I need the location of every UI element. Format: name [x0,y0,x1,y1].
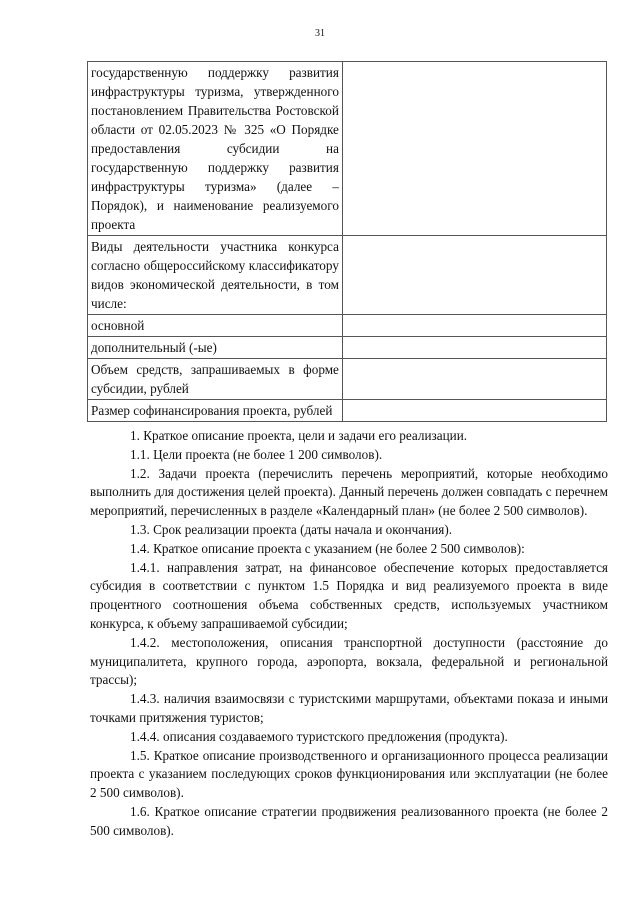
paragraph: 1.4.3. наличия взаимосвязи с туристскими маршрутами, объектами показа и иными точками притяжения туристов; [90,691,608,725]
paragraph: 1.3. Срок реализации проекта (даты начала и окончания). [130,521,453,537]
row-value-cell[interactable] [342,337,606,359]
row-value-cell[interactable] [342,62,606,236]
row-value-cell[interactable] [342,236,606,315]
table-row [88,315,607,337]
paragraph: 1.2. Задачи проекта (перечислить перечень мероприятий, которые необходимо выполнить для достижения целей проекта). Данный перечень должен совпадать с перечнем мероприятий, перечисленных в разделе «Календарный план» (не более 2 500 символов). [90,465,608,519]
paragraph: 1.1. Цели проекта (не более 1 200 символов). [130,446,383,462]
row-label: Виды деятельности участника конкурса согласно общероссийскому классификатору видов экономической деятельности, в том числе: [88,236,343,315]
table-row [88,62,607,236]
row-label: основной [88,315,343,337]
table-row [88,337,607,359]
row-label: государственную поддержку развития инфраструктуры туризма, утвержденного постановлением Правительства Ростовской области от 02.05.2023 № 325 «О Порядке предоставления субсидии на государственную поддержку развития инфраструктуры туризма» (далее – Порядок), и наименование реализуемого проекта [88,62,343,236]
table-row [88,236,607,315]
paragraph: 1.5. Краткое описание производственного и организационного процесса реализации проекта с указанием последующих сроков функционирования или эксплуатации (не более 2 500 символов). [90,747,608,801]
table-row [88,400,607,422]
paragraph: 1.4.2. местоположения, описания транспортной доступности (расстояние до муниципалитета, крупного города, аэропорта, вокзала, федеральной и региональной трассы); [90,634,608,688]
paragraph: 1. Краткое описание проекта, цели и задачи его реализации. [130,428,468,443]
row-value-cell[interactable] [342,359,606,400]
paragraph: 1.6. Краткое описание стратегии продвижения реализованного проекта (не более 2 500 символов). [90,803,608,838]
paragraph: 1.4.4. описания создаваемого туристского предложения (продукта). [130,728,508,744]
row-value-cell[interactable] [342,315,606,337]
page-number: 31 [315,28,325,39]
table-row [88,359,607,400]
paragraph: 1.4.1. направления затрат, на финансовое обеспечение которых предоставляется субсидия в соответствии с пунктом 1.5 Порядка и вид реализуемого проекта в виде процентного соотношения объема собственных средств, используемых участником конкурса, к объему запрашиваемой субсидии; [90,559,608,631]
row-value-cell[interactable] [342,400,606,422]
row-label: дополнительный (-ые) [88,337,343,359]
project-description-text [90,427,608,841]
paragraph: 1.4. Краткое описание проекта с указанием (не более 2 500 символов): [130,540,525,556]
row-label: Размер софинансирования проекта, рублей [88,400,343,422]
row-label: Объем средств, запрашиваемых в форме субсидии, рублей [88,359,343,400]
application-form-table [87,61,607,422]
